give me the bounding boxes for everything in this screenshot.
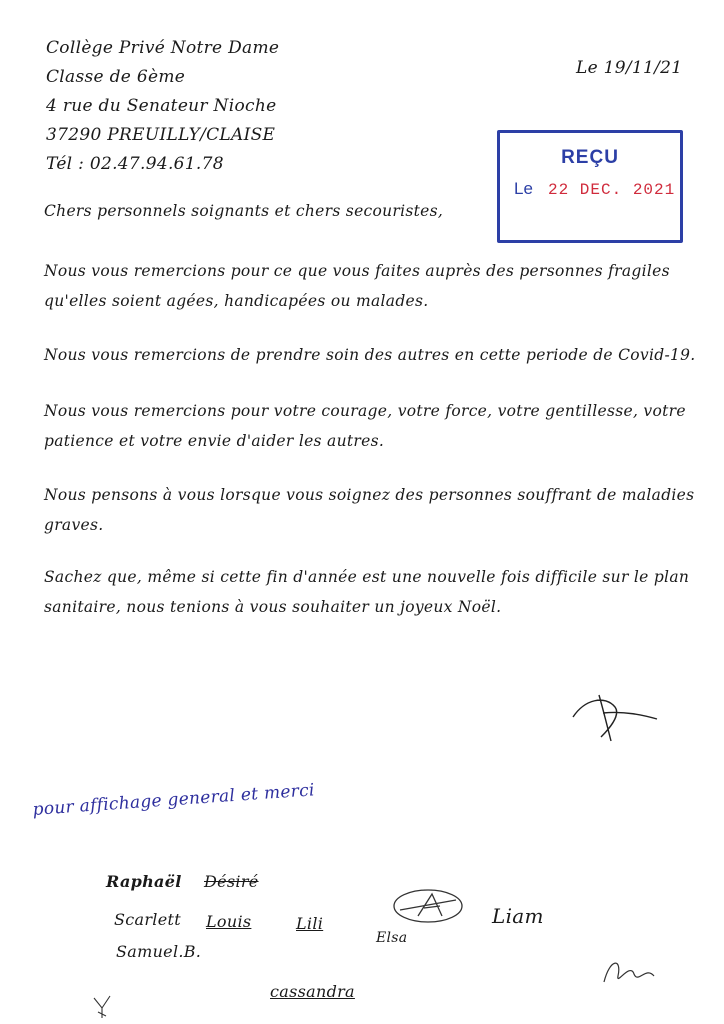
- signature-elsa: Elsa: [376, 930, 408, 946]
- address-line: Tél : 02.47.94.61.78: [46, 154, 224, 174]
- handwritten-note: pour affichage general et merci: [32, 780, 316, 820]
- scribble-signature: [388, 886, 470, 928]
- signature-struck: Désiré: [204, 872, 259, 891]
- paragraph-2: Nous vous remercions de prendre soin des autres en cette periode de Covid-19.: [44, 346, 696, 364]
- signature-lili: Lili: [296, 914, 324, 933]
- stamp-date: 22 DEC. 2021: [548, 181, 676, 199]
- paragraph-1: Nous vous remercions pour ce que vous faites auprès des personnes fragiles qu'elles soient agées, handicapées ou malades.: [44, 262, 670, 310]
- paragraph-3: Nous vous remercions pour votre courage, votre force, votre gentillesse, votre patience et votre envie d'aider les autres.: [44, 402, 686, 450]
- signature-scarlett: Scarlett: [114, 910, 181, 929]
- address-line: 37290 PREUILLY/CLAISE: [46, 125, 276, 145]
- received-stamp: [497, 130, 683, 243]
- address-line: Classe de 6ème: [46, 67, 186, 87]
- stamp-title: REÇU: [561, 147, 619, 168]
- signature-cassandra: cassandra: [270, 982, 355, 1001]
- teacher-signature: [565, 685, 665, 745]
- signature-liam: Liam: [492, 904, 544, 928]
- signature-louis: Louis: [206, 912, 252, 931]
- stamp-le: Le: [514, 179, 533, 198]
- letter-date: Le 19/11/21: [576, 58, 683, 78]
- sender-address: [46, 34, 279, 179]
- small-signature: [600, 952, 660, 992]
- salutation: Chers personnels soignants et chers secouristes,: [44, 202, 444, 220]
- paragraph-5: Sachez que, même si cette fin d'année est une nouvelle fois difficile sur le plan sanitaire, nous tenions à vous souhaiter un joyeux Noël.: [44, 568, 690, 616]
- address-line: 4 rue du Senateur Nioche: [46, 96, 277, 116]
- tiny-sketch: [88, 990, 118, 1020]
- paragraph-4: Nous pensons à vous lorsque vous soignez des personnes souffrant de maladies graves.: [44, 486, 695, 534]
- signature-samuel: Samuel.B.: [116, 942, 202, 961]
- address-line: Collège Privé Notre Dame: [46, 38, 280, 58]
- signature-raphael: Raphaël: [106, 872, 182, 891]
